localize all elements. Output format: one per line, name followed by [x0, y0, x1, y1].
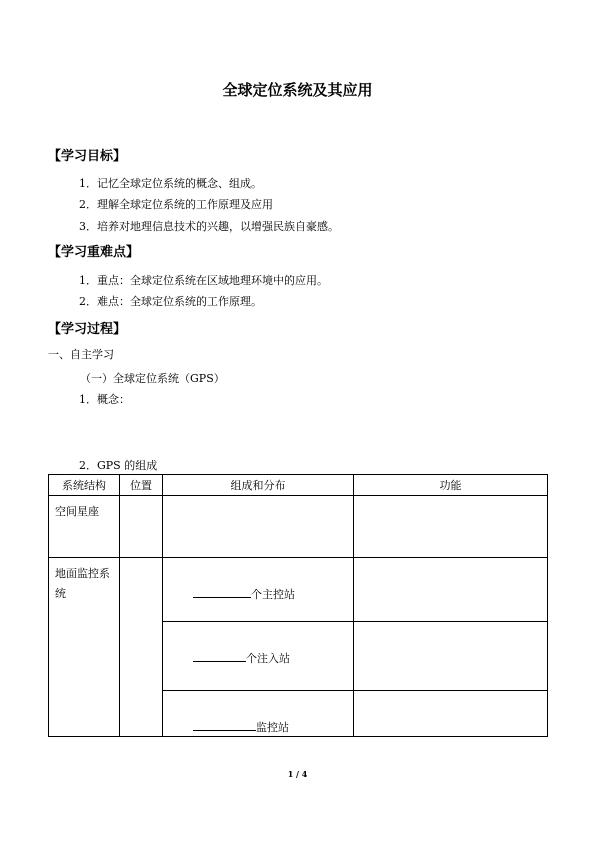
- header-position: 位置: [120, 475, 163, 496]
- subsection-heading: （一）全球定位系统（GPS）: [80, 372, 225, 385]
- table-header-row: [49, 475, 548, 496]
- cell-space-label: [49, 496, 120, 558]
- objectives-heading: 【学习目标】: [48, 149, 127, 164]
- header-composition: 组成和分布: [163, 475, 354, 496]
- fill-blank[interactable]: [193, 650, 246, 662]
- table-row-space: [49, 496, 548, 558]
- cell-space-position[interactable]: [120, 496, 163, 558]
- cell-ground-label: [49, 558, 120, 737]
- master-station-label: 个主控站: [251, 588, 295, 601]
- process-heading: 【学习过程】: [48, 322, 127, 337]
- objective-item: 3．培养对地理信息技术的兴趣，以增强民族自豪感。: [79, 220, 339, 233]
- injection-station-label: 个注入站: [246, 652, 290, 665]
- concept-prompt: 1．概念：: [79, 393, 130, 406]
- cell-space-function[interactable]: [354, 496, 548, 558]
- document-title: 全球定位系统及其应用: [222, 81, 373, 99]
- composition-prompt: 2．GPS 的组成: [79, 459, 158, 472]
- table-row-master: [49, 558, 548, 622]
- fill-blank[interactable]: [193, 586, 251, 598]
- page-number: 1 / 4: [287, 769, 308, 779]
- cell-master-function[interactable]: [354, 558, 548, 622]
- fill-blank[interactable]: [193, 719, 256, 731]
- key-points-heading: 【学习重难点】: [48, 245, 140, 260]
- gps-composition-table: [48, 474, 548, 737]
- ground-segment-label: 地面监控系统: [55, 567, 110, 600]
- cell-monitor-station: [163, 691, 354, 737]
- header-structure: 系统结构: [49, 475, 120, 496]
- key-point-item: 2．难点：全球定位系统的工作原理。: [79, 295, 262, 308]
- cell-monitor-function[interactable]: [354, 691, 548, 737]
- cell-space-composition[interactable]: [163, 496, 354, 558]
- cell-injection-function[interactable]: [354, 622, 548, 691]
- objective-item: 1．记忆全球定位系统的概念、组成。: [79, 177, 262, 190]
- part-heading: 一、自主学习: [48, 348, 114, 361]
- monitor-station-label: 监控站: [256, 721, 289, 734]
- key-point-item: 1．重点：全球定位系统在区域地理环境中的应用。: [79, 274, 328, 287]
- cell-injection-station: [163, 622, 354, 691]
- cell-master-station: [163, 558, 354, 622]
- header-function: 功能: [354, 475, 548, 496]
- space-segment-label: 空间星座: [55, 505, 99, 518]
- cell-ground-position[interactable]: [120, 558, 163, 737]
- objective-item: 2．理解全球定位系统的工作原理及应用: [79, 198, 273, 211]
